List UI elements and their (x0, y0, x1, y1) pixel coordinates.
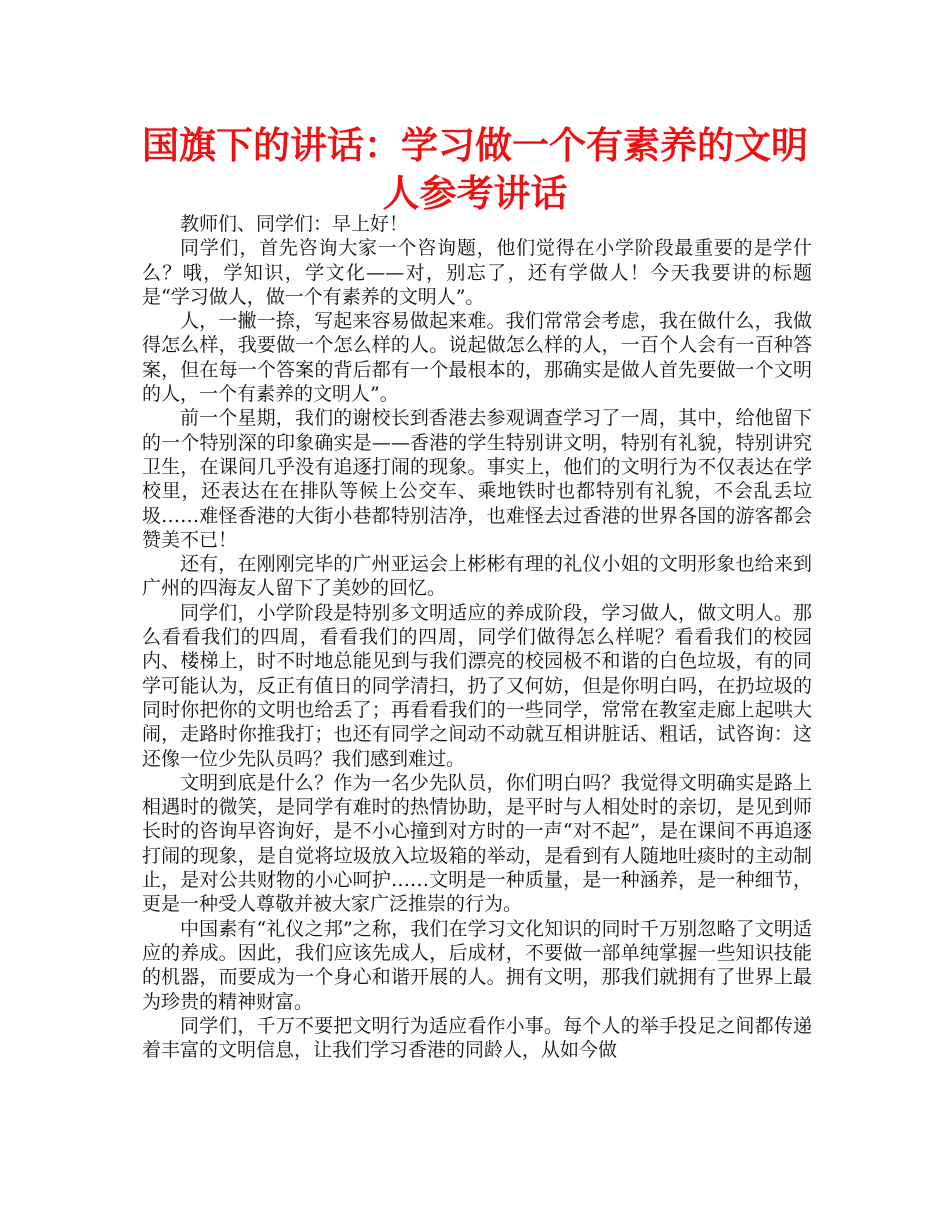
paragraph: 同学们，千万不要把文明行为适应看作小事。每个人的举手投足之间都传递着丰富的文明信息，让我们学习香港的同龄人，从如今做 (142, 1014, 812, 1062)
paragraph: 同学们，小学阶段是特别多文明适应的养成阶段，学习做人，做文明人。那么看看我们的四周，看看我们的四周，同学们做得怎么样呢？看看我们的校园内、楼梯上，时不时地总能见到与我们漂亮的校园极不和谐的白色垃圾，有的同学可能认为，反正有值日的同学清扫，扔了又何妨，但是你明白吗，在扔垃圾的同时你把你的文明也给丢了；再看看我们的一些同学，常常在教室走廊上起哄大闹，走路时你推我打；也还有同学之间动不动就互相讲脏话、粗话，试咨询：这还像一位少先队员吗？我们感到难过。 (142, 601, 812, 770)
paragraph: 前一个星期，我们的谢校长到香港去参观调查学习了一周，其中，给他留下的一个特别深的印象确实是——香港的学生特别讲文明，特别有礼貌，特别讲究卫生，在课间几乎没有追逐打闹的现象。事实上，他们的文明行为不仅表达在学校里，还表达在在排队等候上公交车、乘地铁时也都特别有礼貌，不会乱丢垃圾……难怪香港的大街小巷都特别洁净，也难怪去过香港的世界各国的游客都会赞美不已！ (142, 407, 812, 551)
paragraph: 人，一撇一捺，写起来容易做起来难。我们常常会考虑，我在做什么，我做得怎么样，我要做一个怎么样的人。说起做怎么样的人，一百个人会有一百种答案，但在每一个答案的背后都有一个最根本的，那确实是做人首先要做一个文明的人，一个有素养的文明人”。 (142, 310, 812, 406)
paragraph-greeting: 教师们、同学们：早上好！ (180, 213, 409, 235)
document-title: 国旗下的讲话：学习做一个有素养的文明人参考讲话 (142, 124, 808, 215)
paragraph: 文明到底是什么？作为一名少先队员，你们明白吗？我觉得文明确实是路上相遇时的微笑，是同学有难时的热情协助，是平时与人相处时的亲切，是见到师长时的咨询早咨询好，是不小心撞到对方时的一声“对不起”，是在课间不再追逐打闹的现象，是自觉将垃圾放入垃圾箱的举动，是看到有人随地吐痰时的主动制止，是对公共财物的小心呵护……文明是一种质量，是一种涵养，是一种细节，更是一种受人尊敬并被大家广泛推崇的行为。 (142, 771, 812, 916)
paragraph: 同学们，首先咨询大家一个咨询题，他们觉得在小学阶段最重要的是学什么？哦，学知识，学文化——对，别忘了，还有学做人！今天我要讲的标题是“学习做人，做一个有素养的文明人”。 (142, 237, 812, 308)
paragraph: 还有，在刚刚完毕的广州亚运会上彬彬有理的礼仪小姐的文明形象也给来到广州的四海友人留下了美妙的回忆。 (142, 553, 812, 600)
paragraph: 中国素有“礼仪之邦”之称，我们在学习文化知识的同时千万别忽略了文明适应的养成。因此，我们应该先成人，后成材，不要做一部单纯掌握一些知识技能的机器，而要成为一个身心和谐开展的人。拥有文明，那我们就拥有了世界上最为珍贵的精神财富。 (142, 917, 812, 1013)
document-body (142, 212, 812, 1062)
